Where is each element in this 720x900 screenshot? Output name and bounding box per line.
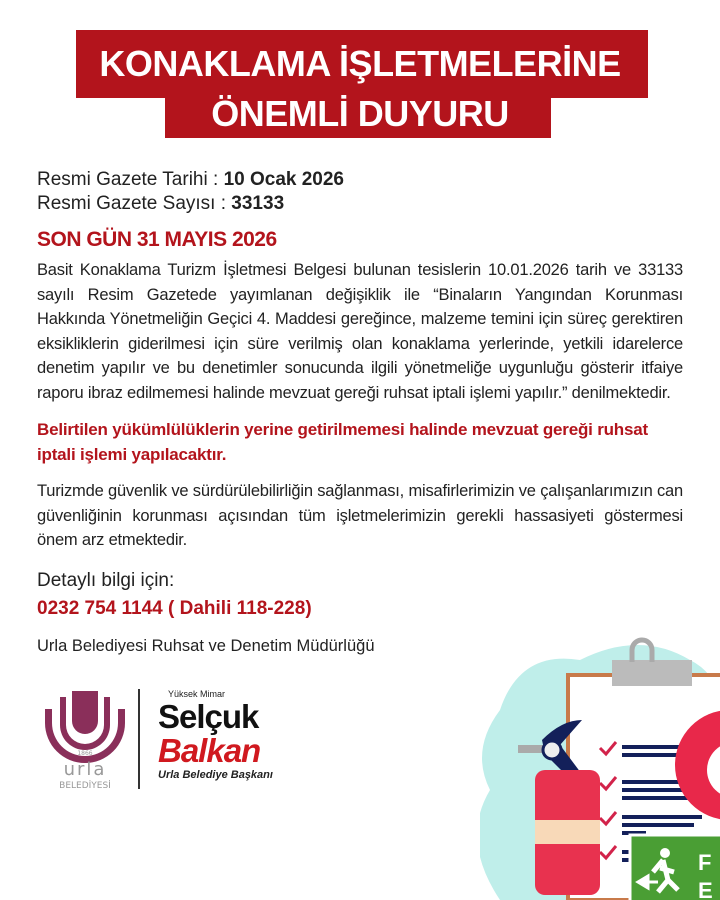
svg-text:F: F bbox=[698, 850, 712, 875]
logo-divider bbox=[138, 689, 140, 789]
gazette-number bbox=[37, 192, 683, 216]
department-name: Urla Belediyesi Ruhsat ve Denetim Müdürlüğü bbox=[37, 636, 375, 655]
warning-text: Belirtilen yükümlülüklerin yerine getirilmemesi halinde mevzuat gereği ruhsat iptali işlemi yapılacaktır. bbox=[37, 420, 648, 464]
contact-phone: 0232 754 1144 ( Dahili 118-228) bbox=[37, 597, 312, 619]
svg-text:urla: urla bbox=[63, 758, 107, 780]
contact-label: Detaylı bilgi için: bbox=[37, 569, 175, 591]
body-paragraph: Basit Konaklama Turizm İşletmesi Belgesi bulunan tesislerin 10.01.2026 tarih ve 33133 sayılı Resim Gazetede yayımlanan değişiklik ile “Binaların Yangından Korunması Hakkında Yönetmeliğin Geçici 4. Maddesi gereğince, malzeme temini için süreç gerektiren eksikliklerin giderilmesi için süre verilmiş olan konaklama yerlerinde, yetkili idarelerce denetim yapılır ve bu denetimler sonucunda ilgili yönetmeliğe uygunluğu gösterir itfaiye raporu ibraz edilmemesi halinde mevzuat gereği ruhsat iptali işlemi yapılır.” denilmektedir. bbox=[37, 261, 683, 402]
brand-footer bbox=[40, 689, 340, 794]
title-banner-group bbox=[0, 30, 720, 168]
svg-text:1866: 1866 bbox=[77, 749, 93, 757]
gazette-date-label: Resmi Gazete Tarihi : bbox=[37, 169, 219, 190]
mayor-signature bbox=[158, 689, 273, 782]
svg-text:E: E bbox=[698, 878, 713, 900]
gazette-number-value: 33133 bbox=[231, 193, 285, 214]
mayor-role: Urla Belediye Başkanı bbox=[158, 768, 273, 781]
deadline: SON GÜN 31 MAYIS 2026 bbox=[37, 228, 277, 251]
gazette-date-value: 10 Ocak 2026 bbox=[223, 169, 345, 190]
mayor-last-name: Balkan bbox=[158, 731, 261, 769]
mayor-first-name: Selçuk bbox=[158, 697, 259, 735]
closing-paragraph: Turizmde güvenlik ve sürdürülebilirliğin sağlanması, misafirlerimizin ve çalışanlarımızın can güvenliğinin korunması açısından tüm işletmelerimizin gerekli hassasiyeti göstermesi önem arz etmektedir. bbox=[37, 482, 683, 549]
svg-text:BELEDİYESİ: BELEDİYESİ bbox=[59, 780, 111, 789]
fire-safety-illustration bbox=[480, 630, 720, 900]
mayor-title: Yüksek Mimar bbox=[168, 688, 226, 699]
title-line-2: ÖNEMLİ DUYURU bbox=[211, 93, 509, 134]
urla-municipality-logo bbox=[40, 689, 130, 789]
announcement-content bbox=[37, 168, 683, 657]
exit-sign-icon bbox=[630, 835, 720, 900]
gazette-date bbox=[37, 168, 683, 192]
title-line-1: KONAKLAMA İŞLETMELERİNE bbox=[99, 43, 621, 84]
gazette-number-label: Resmi Gazete Sayısı : bbox=[37, 193, 227, 214]
